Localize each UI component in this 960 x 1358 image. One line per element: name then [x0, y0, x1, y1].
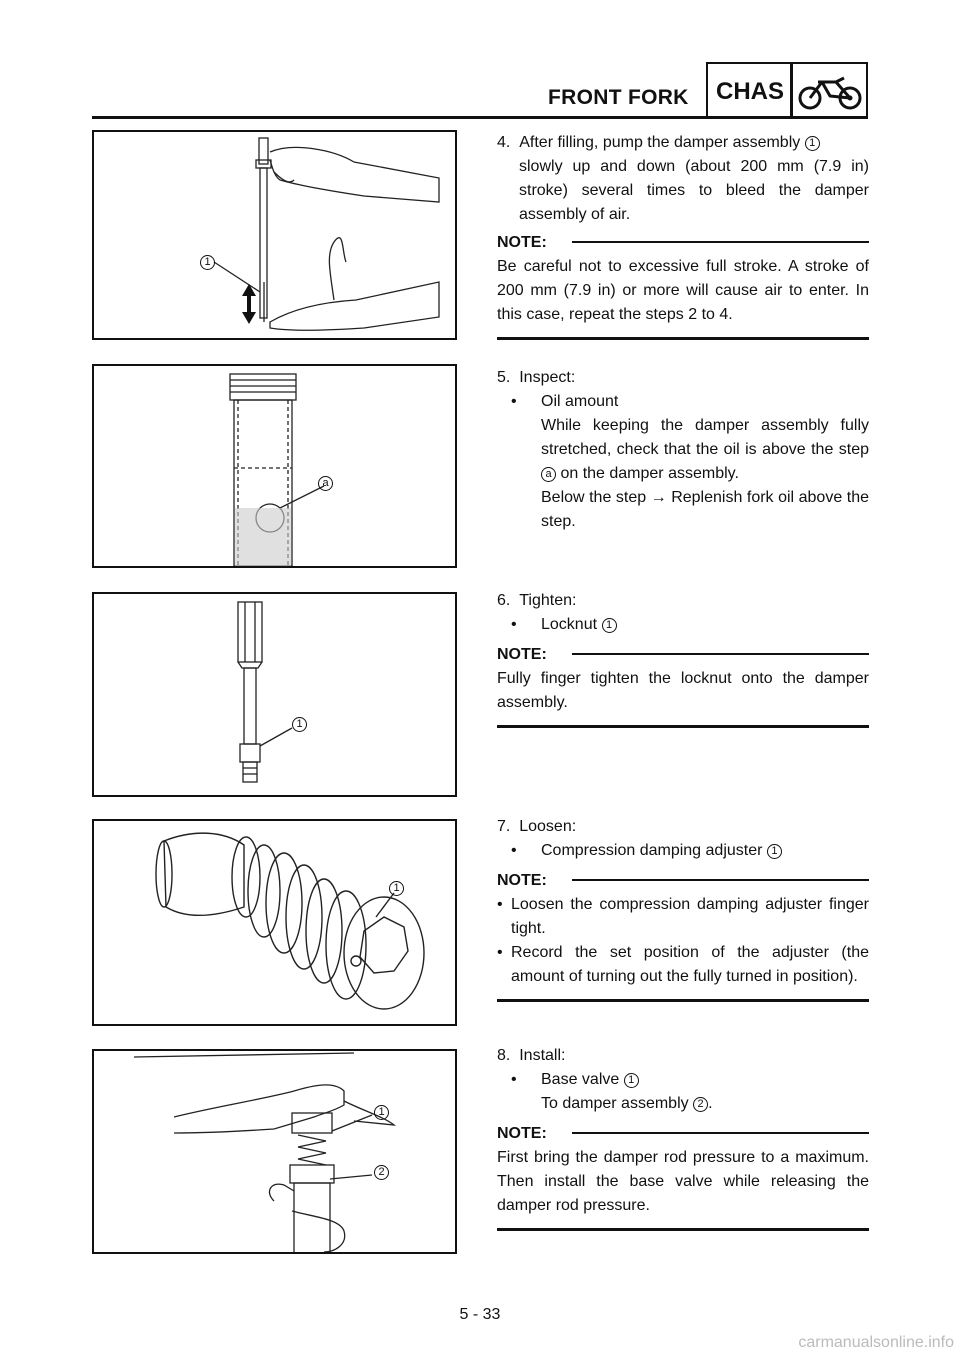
note-text: First bring the damper rod pressure to a maximum. Then install the base valve while releasing the damper rod pressure. [497, 1149, 869, 1214]
note-label: NOTE: [497, 234, 547, 251]
note-text: Be careful not to excessive full stroke. A stroke of 200 mm (7.9 in) or more will cause air to enter. In this case, repeat the steps 2 to 4. [497, 258, 869, 323]
section-abbr: CHAS [716, 78, 785, 105]
watermark: carmanualsonline.info [798, 1334, 954, 1351]
figure-4-callout-1: 1 [389, 881, 404, 896]
note-end-rule [497, 337, 869, 340]
note-item: Record the set position of the adjuster (the amount of turning out the fully turned in position). [511, 944, 869, 985]
ref-2: 2 [693, 1097, 708, 1112]
step-7-action: Loosen: [519, 818, 577, 835]
figure-5-callout-1: 1 [374, 1105, 389, 1120]
step-5: 5. Inspect: • Oil amount While keeping the damper assembly fully stretched, check that the oil is above the step a on the damper assembly. Below the step → Replenish fork oil above the step. [497, 366, 869, 534]
figure-locknut [92, 592, 457, 797]
page-title: FRONT FORK [548, 86, 689, 109]
note-text: Fully finger tighten the locknut onto the damper assembly. [497, 670, 869, 711]
note-end-rule [497, 1228, 869, 1231]
step-5-remedy: Below the step → Replenish fork oil above the step. [541, 489, 869, 530]
step-6-bullet: Locknut [541, 616, 598, 633]
note-step-8 [497, 1122, 869, 1231]
figure-3-callout-1: 1 [292, 717, 307, 732]
page-number: 5 - 33 [459, 1306, 501, 1323]
note-end-rule [497, 999, 869, 1002]
figure-compression-adjuster [92, 819, 457, 1026]
step-8-bullet: Base valve [541, 1071, 620, 1088]
step-6-action: Tighten: [519, 592, 577, 609]
step-4 [497, 131, 869, 227]
step-7-bullet: Compression damping adjuster [541, 842, 763, 859]
step-4-number: 4. [497, 134, 511, 151]
step-6-number: 6. [497, 592, 511, 609]
note-label: NOTE: [497, 1125, 547, 1142]
note-end-rule [497, 725, 869, 728]
note-item: Loosen the compression damping adjuster finger tight. [511, 896, 869, 937]
figure-5-callout-2: 2 [374, 1165, 389, 1180]
step-8: 8. Install: • Base valve 1 To damper assembly 2 . [497, 1047, 713, 1112]
badge-divider [790, 64, 793, 116]
step-4-text-cont: slowly up and down (about 200 mm (7.9 in) stroke) several times to bleed the damper assembly of air. [519, 158, 869, 223]
header-rule [92, 116, 868, 119]
step-5-bullet: Oil amount [541, 393, 619, 410]
ref-1: 1 [767, 844, 782, 859]
figure-damper-pump [92, 130, 457, 340]
step-5-desc: While keeping the damper assembly fully stretched, check that the oil is above the step [541, 417, 869, 458]
step-4-text: After filling, pump the damper assembly [519, 134, 801, 151]
step-5-action: Inspect: [519, 369, 576, 386]
step-8-action: Install: [519, 1047, 566, 1064]
ref-1: 1 [805, 136, 820, 151]
step-8-number: 8. [497, 1047, 511, 1064]
figure-base-valve [92, 1049, 457, 1254]
step-7-number: 7. [497, 818, 511, 835]
step-6: 6. Tighten: • Locknut 1 [497, 589, 869, 637]
figure-1-callout-1: 1 [200, 255, 215, 270]
note-step-7: NOTE: • Loosen the compression damping adjuster finger tight. • Record the set position of the adjuster (the amount of turning out the fully turned in position). [497, 869, 869, 1002]
section-badge [706, 62, 868, 118]
note-label: NOTE: [497, 872, 547, 889]
ref-1: 1 [602, 618, 617, 633]
note-label: NOTE: [497, 646, 547, 663]
step-5-desc-cont: on the damper assembly. [560, 465, 739, 482]
note-step-6 [497, 643, 869, 728]
ref-a: a [541, 467, 556, 482]
figure-2-callout-a: a [318, 476, 333, 491]
step-8-target: To damper assembly [541, 1095, 689, 1112]
step-5-number: 5. [497, 369, 511, 386]
note-step-4 [497, 231, 869, 340]
step-7: 7. Loosen: • Compression damping adjuster 1 [497, 815, 869, 863]
ref-1: 1 [624, 1073, 639, 1088]
figure-oil-level [92, 364, 457, 568]
motorcycle-icon [796, 70, 864, 112]
